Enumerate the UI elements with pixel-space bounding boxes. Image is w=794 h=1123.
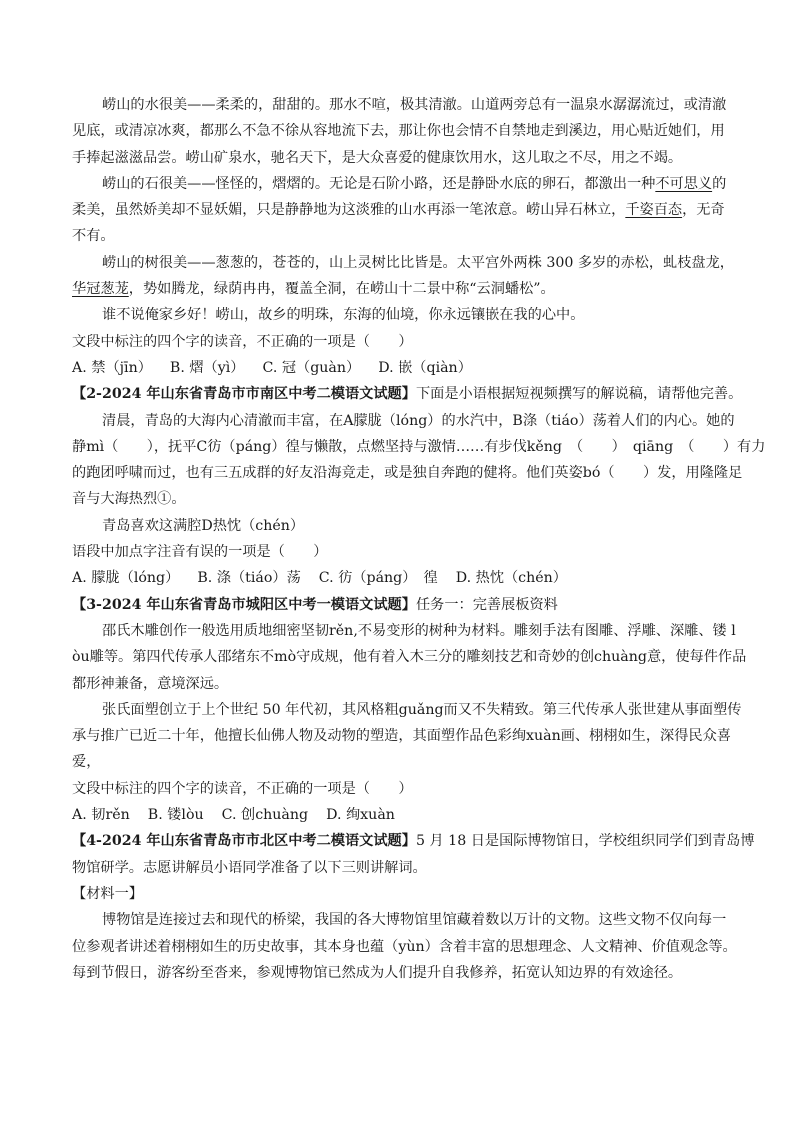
q3-paragraph-line: 爱， — [72, 754, 101, 771]
option-b: B. 涤（tiáo）荡 — [197, 570, 301, 587]
question-source: 【3-2024 年山东省青岛市城阳区中考一模语文试题】 — [72, 596, 416, 613]
q1-paragraph-line — [72, 171, 727, 197]
text-run: 的 — [712, 175, 727, 192]
q3-header — [72, 592, 724, 618]
q4-header — [72, 828, 755, 854]
q3-paragraph-line: òu雕等。第四代传承人邵绪东不mò守成规，他有着入木三分的雕刻技艺和奇妙的创chuàng意，使每件作品 — [72, 649, 747, 666]
q3-options — [72, 802, 724, 828]
option-a: A. 朦胧（lóng） — [72, 570, 180, 587]
document-body — [72, 92, 766, 986]
option-d: D. 嵌（qiàn） — [378, 359, 472, 376]
text-run: 下面是小语根据短视频撰写的解说稿，请帮他完善。 — [415, 386, 743, 403]
material-label: 【材料一】 — [72, 885, 143, 902]
option-a: A. 禁（jīn） — [72, 359, 152, 376]
option-d: D. 热忱（chén） — [455, 570, 567, 587]
option-a: A. 韧rěn — [72, 807, 130, 824]
question-source: 【4-2024 年山东省青岛市市北区中考二模语文试题】 — [72, 833, 416, 850]
q2-options — [72, 565, 724, 591]
underlined-term: 千姿百态 — [625, 202, 683, 219]
q4-paragraph-line: 位参观者讲述着栩栩如生的历史故事，其本身也蕴（yùn）含着丰富的思想理念、人文精神、价值观念等。 — [72, 938, 737, 955]
text-run: ，势如腾龙，绿荫冉冉，覆盖全洞，在崂山十二景中称“云洞蟠松”。 — [128, 281, 555, 298]
question-source: 【2-2024 年山东省青岛市市南区中考二模语文试题】 — [72, 386, 416, 403]
q2-paragraph-line: 的跑团呼啸而过，也有三五成群的好友沿海竞走，或是独自奔跑的健将。他们英姿bó（ ）发，用隆隆足 — [72, 465, 743, 482]
q3-paragraph-line: 都形神兼备，意境深远。 — [72, 675, 229, 692]
q4-paragraph-line: 博物馆是连接过去和现代的桥梁，我国的各大博物馆里馆藏着数以万计的文物。这些文物不仅向每一 — [102, 912, 727, 929]
q1-options — [72, 355, 724, 381]
q1-paragraph-line — [72, 197, 724, 223]
q2-paragraph-line: 清晨，青岛的大海内心清澈而丰富，在A朦胧（lóng）的水汽中，B涤（tiáo）荡着人们的内心。她的 — [102, 412, 735, 429]
q3-paragraph-line: 承与推广已近二十年，他擅长仙佛人物及动物的塑造，其面塑作品色彩绚xuàn画、栩栩如生，深得民众喜 — [72, 728, 731, 745]
text-run: ，无奇 — [682, 202, 725, 219]
q1-question: 文段中标注的四个字的读音，不正确的一项是（ ） — [72, 333, 413, 350]
option-c: C. 创chuàng — [221, 807, 309, 824]
q1-paragraph-line: 崂山的树很美——葱葱的，苍苍的，山上灵树比比皆是。太平宫外两株 300 多岁的赤松，虬枝盘龙， — [102, 254, 734, 271]
q2-question: 语段中加点字注音有误的一项是（ ） — [72, 544, 328, 561]
option-d: D. 绚xuàn — [326, 807, 395, 824]
q3-paragraph-line: 邵氏木雕创作一般选用质地细密坚韧rěn,不易变形的树种为材料。雕刻手法有图雕、浮雕、深雕、镂 l — [102, 622, 736, 639]
option-b: B. 镂lòu — [147, 807, 204, 824]
q2-header — [72, 381, 743, 407]
q1-paragraph-line: 见底，或清凉冰爽，都那么不急不徐从容地流下去，那让你也会情不自禁地走到溪边，用心贴近她们，用 — [72, 123, 725, 140]
q2-paragraph-line: 静mì（ ），抚平C彷（páng）徨与懒散，点燃坚持与激情……有步伐kěng （ ） qiāng （ ）有力 — [72, 438, 766, 455]
q1-paragraph-line — [72, 276, 724, 302]
option-c: C. 彷（páng） 徨 — [318, 570, 438, 587]
option-c: C. 冠（guàn） — [262, 359, 361, 376]
q1-paragraph-line: 不有。 — [72, 228, 115, 245]
q4-header-line2: 物馆研学。志愿讲解员小语同学准备了以下三则讲解词。 — [72, 859, 427, 876]
underlined-term: 不可思义 — [655, 175, 713, 192]
q2-paragraph-line: 青岛喜欢这满腔D热忱（chén） — [102, 517, 305, 534]
option-b: B. 熠（yì） — [169, 359, 245, 376]
q4-paragraph-line: 每到节假日，游客纷至沓来，参观博物馆已然成为人们提升自我修养，拓宽认知边界的有效途径。 — [72, 964, 683, 981]
q3-paragraph-line: 张氏面塑创立于上个世纪 50 年代初，其风格粗guǎng而又不失精致。第三代传承人张世建从事面塑传 — [102, 701, 742, 718]
text-run: 任务一：完善展板资料 — [415, 596, 558, 613]
text-run: 崂山的石很美——怪怪的，熠熠的。无论是石阶小路，还是静卧水底的卵石，都激出一种 — [102, 175, 656, 192]
q2-paragraph-line: 音与大海热烈①。 — [72, 491, 186, 508]
q1-paragraph-line: 谁不说俺家乡好！崂山，故乡的明珠，东海的仙境，你永远镶嵌在我的心中。 — [102, 307, 585, 324]
underlined-term: 华冠葱茏 — [72, 281, 129, 298]
q1-paragraph-line: 崂山的水很美——柔柔的，甜甜的。那水不喧，极其清澈。山道两旁总有一温泉水潺潺流过，或清澈 — [102, 97, 727, 113]
text-run: 柔美，虽然娇美却不显妖媚，只是静静地为这淡雅的山水再添一笔浓意。崂山异石林立， — [72, 202, 626, 219]
q3-question: 文段中标注的四个字的读音，不正确的一项是（ ） — [72, 780, 413, 797]
q1-paragraph-line: 手捧起滋滋品尝。崂山矿泉水，驰名天下，是大众喜爱的健康饮用水，这儿取之不尽，用之不竭。 — [72, 149, 683, 166]
text-run: 5 月 18 日是国际博物馆日，学校组织同学们到青岛博 — [415, 833, 755, 850]
